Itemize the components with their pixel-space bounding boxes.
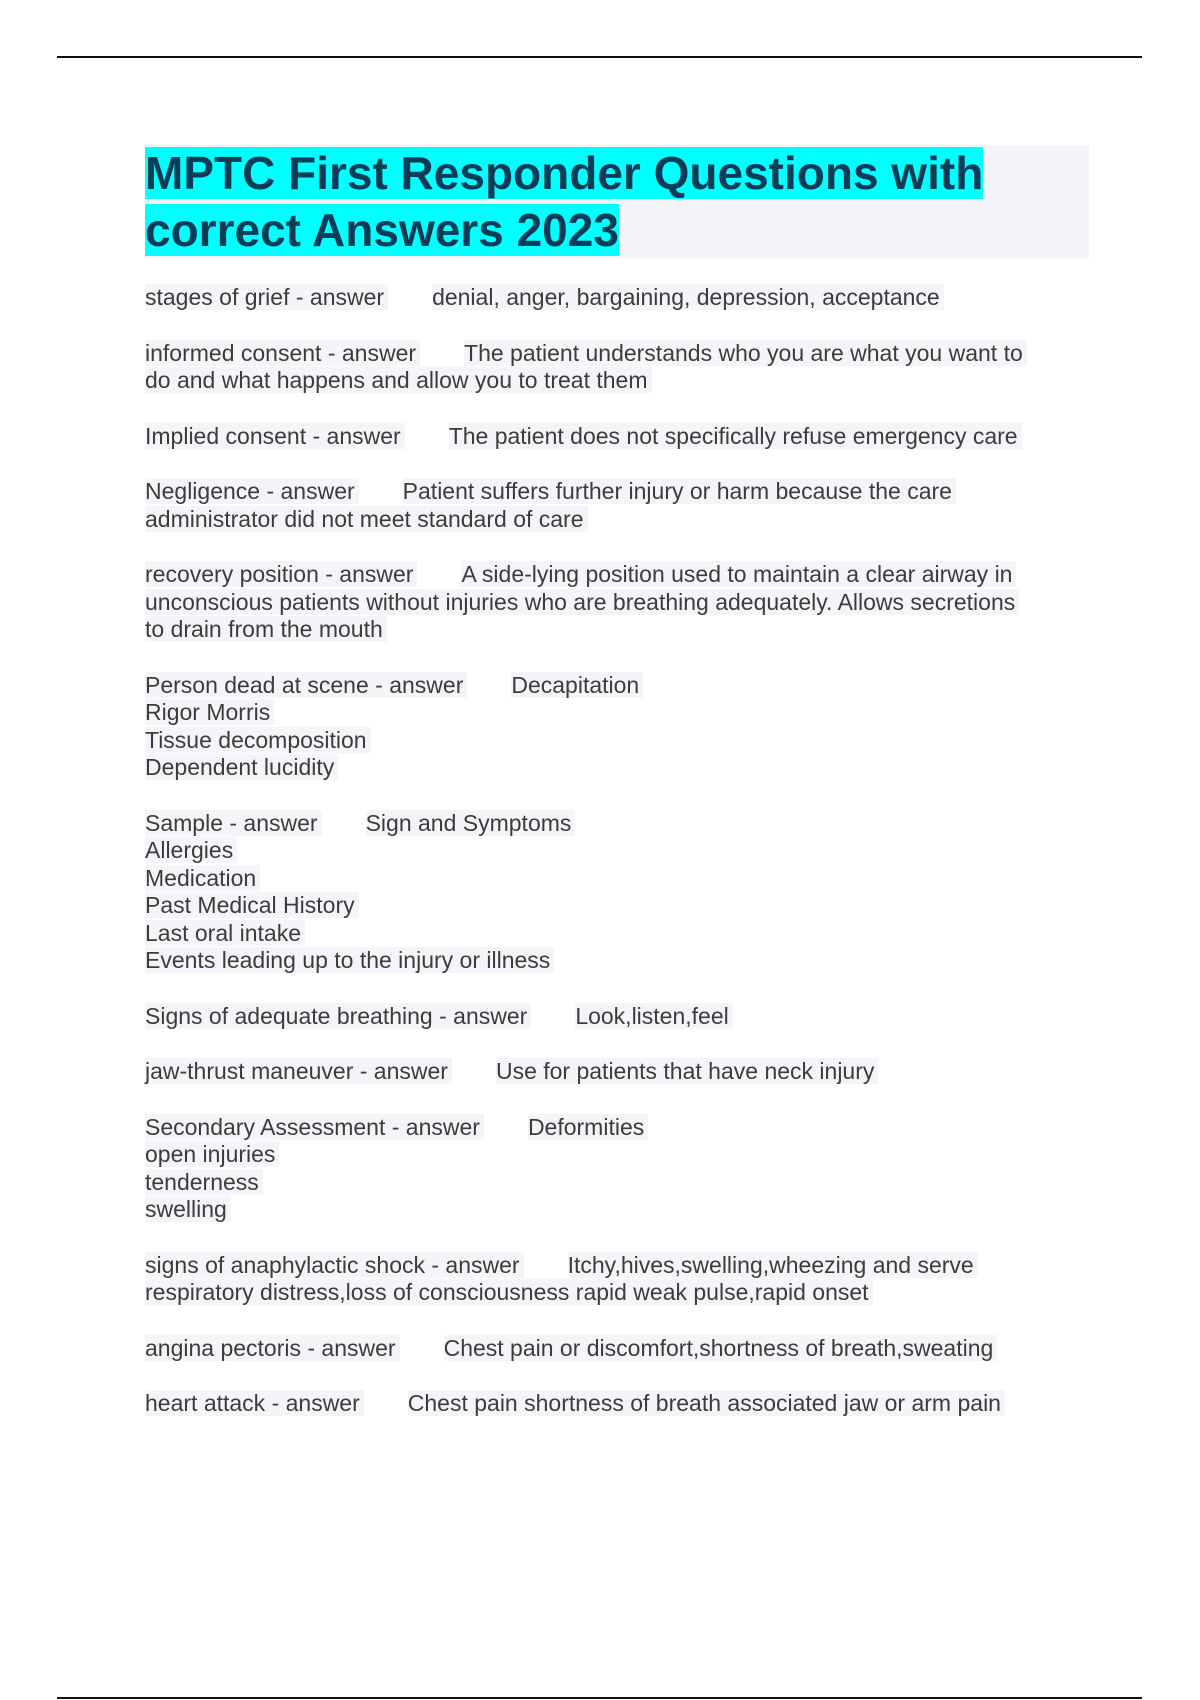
qa-term: stages of grief - answer <box>145 284 388 310</box>
qa-term: Person dead at scene - answer <box>145 672 467 698</box>
title-line-2: correct Answers 2023 <box>145 204 619 256</box>
qa-term: recovery position - answer <box>145 561 417 587</box>
qa-answer-line: Allergies <box>145 837 237 863</box>
qa-line <box>145 672 1095 700</box>
qa-entry <box>145 284 1095 312</box>
qa-answer-line: Deformities <box>528 1114 648 1140</box>
qa-line <box>145 892 1095 920</box>
qa-line <box>145 920 1095 948</box>
page-title <box>145 145 1089 259</box>
qa-line <box>145 1279 1095 1307</box>
qa-term: Sample - answer <box>145 810 322 836</box>
qa-answer-line: The patient does not specifically refuse emergency care <box>449 423 1022 449</box>
qa-answer-line: Last oral intake <box>145 920 305 946</box>
qa-line <box>145 1390 1095 1418</box>
qa-entry <box>145 423 1095 451</box>
qa-list <box>145 284 1095 1446</box>
qa-answer-line: Decapitation <box>511 672 643 698</box>
qa-answer-line: Sign and Symptoms <box>366 810 576 836</box>
qa-entry <box>145 340 1095 395</box>
qa-answer-line: Dependent lucidity <box>145 754 338 780</box>
qa-term: Secondary Assessment - answer <box>145 1114 484 1140</box>
qa-line <box>145 865 1095 893</box>
qa-answer-line: Rigor Morris <box>145 699 274 725</box>
qa-answer-line: The patient understands who you are what you want to <box>464 340 1027 366</box>
qa-entry <box>145 478 1095 533</box>
bottom-rule <box>57 1697 1142 1699</box>
qa-answer-line: Use for patients that have neck injury <box>496 1058 878 1084</box>
qa-entry <box>145 1003 1095 1031</box>
qa-answer-line: Patient suffers further injury or harm because the care <box>403 478 956 504</box>
qa-line <box>145 561 1095 589</box>
qa-answer-line: do and what happens and allow you to treat them <box>145 367 652 393</box>
qa-entry <box>145 1114 1095 1224</box>
qa-term: informed consent - answer <box>145 340 420 366</box>
qa-term: Implied consent - answer <box>145 423 405 449</box>
qa-term: Signs of adequate breathing - answer <box>145 1003 531 1029</box>
qa-line <box>145 837 1095 865</box>
qa-line <box>145 1252 1095 1280</box>
qa-entry <box>145 672 1095 782</box>
qa-entry <box>145 1390 1095 1418</box>
qa-line <box>145 1141 1095 1169</box>
title-block <box>145 145 1089 259</box>
qa-answer-line: tenderness <box>145 1169 263 1195</box>
qa-answer-line: denial, anger, bargaining, depression, acceptance <box>432 284 944 310</box>
qa-line <box>145 340 1095 368</box>
qa-line <box>145 1003 1095 1031</box>
qa-answer-line: Past Medical History <box>145 892 359 918</box>
qa-term: signs of anaphylactic shock - answer <box>145 1252 524 1278</box>
qa-entry <box>145 1252 1095 1307</box>
qa-answer-line: Chest pain shortness of breath associated jaw or arm pain <box>408 1390 1005 1416</box>
qa-line <box>145 284 1095 312</box>
qa-line <box>145 1114 1095 1142</box>
qa-line <box>145 367 1095 395</box>
qa-line <box>145 810 1095 838</box>
qa-line <box>145 1169 1095 1197</box>
qa-answer-line: respiratory distress,loss of consciousness rapid weak pulse,rapid onset <box>145 1279 873 1305</box>
qa-line <box>145 1335 1095 1363</box>
qa-entry <box>145 1335 1095 1363</box>
qa-term: heart attack - answer <box>145 1390 364 1416</box>
qa-answer-line: A side-lying position used to maintain a clear airway in <box>461 561 1016 587</box>
qa-answer-line: Tissue decomposition <box>145 727 371 753</box>
qa-answer-line: Look,listen,feel <box>575 1003 732 1029</box>
qa-term: jaw-thrust maneuver - answer <box>145 1058 452 1084</box>
qa-line <box>145 506 1095 534</box>
qa-line <box>145 727 1095 755</box>
top-rule <box>57 56 1142 58</box>
qa-answer-line: swelling <box>145 1196 231 1222</box>
qa-answer-line: Itchy,hives,swelling,wheezing and serve <box>568 1252 978 1278</box>
qa-answer-line: Medication <box>145 865 260 891</box>
qa-term: angina pectoris - answer <box>145 1335 400 1361</box>
qa-line <box>145 478 1095 506</box>
qa-answer-line: administrator did not meet standard of care <box>145 506 588 532</box>
qa-answer-line: unconscious patients without injuries who are breathing adequately. Allows secretions <box>145 589 1019 615</box>
qa-line <box>145 947 1095 975</box>
qa-answer-line: to drain from the mouth <box>145 616 387 642</box>
qa-line <box>145 1058 1095 1086</box>
qa-line <box>145 589 1095 617</box>
qa-line <box>145 1196 1095 1224</box>
qa-line <box>145 616 1095 644</box>
qa-answer-line: Chest pain or discomfort,shortness of breath,sweating <box>444 1335 998 1361</box>
qa-line <box>145 423 1095 451</box>
title-line-1: MPTC First Responder Questions with <box>145 147 984 199</box>
qa-entry <box>145 561 1095 644</box>
qa-line <box>145 754 1095 782</box>
qa-answer-line: Events leading up to the injury or illness <box>145 947 554 973</box>
qa-line <box>145 699 1095 727</box>
qa-term: Negligence - answer <box>145 478 359 504</box>
qa-entry <box>145 1058 1095 1086</box>
qa-answer-line: open injuries <box>145 1141 279 1167</box>
qa-entry <box>145 810 1095 975</box>
